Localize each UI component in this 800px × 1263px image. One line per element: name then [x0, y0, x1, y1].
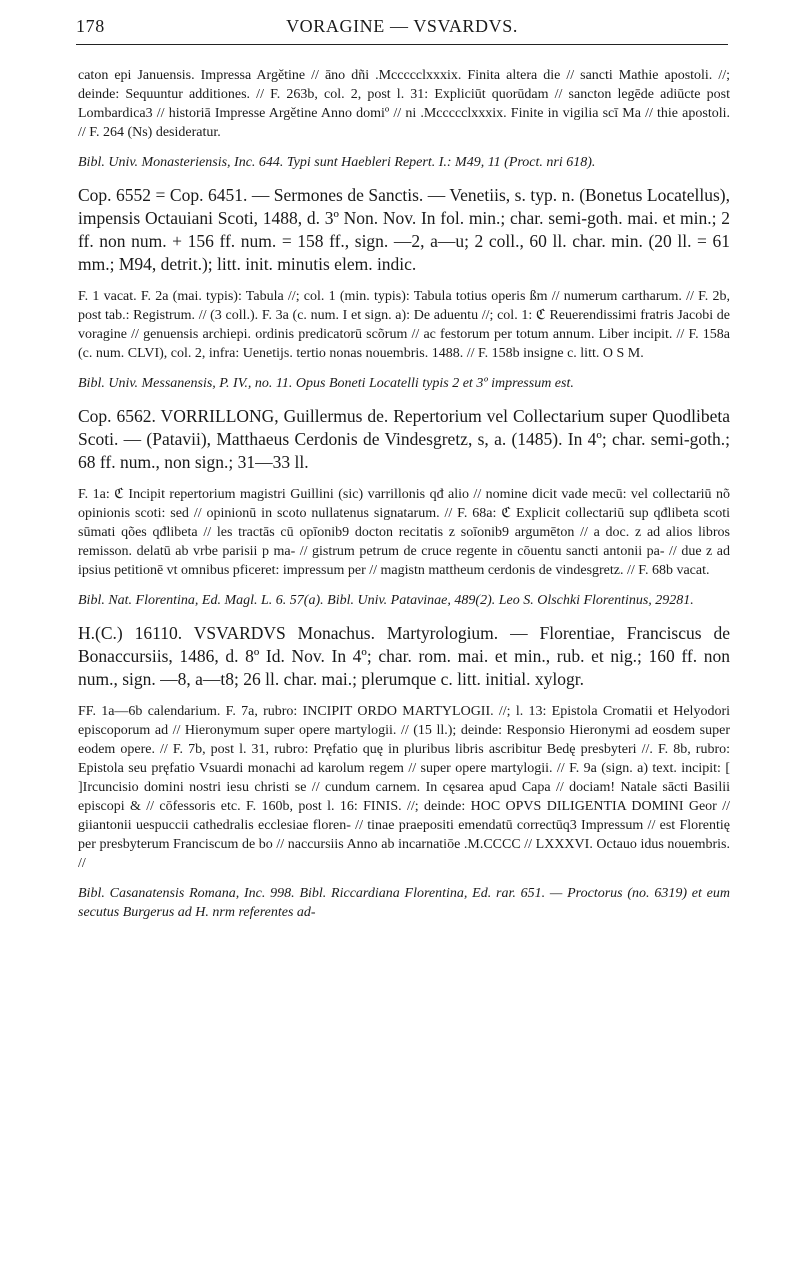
entry-6562-heading: Cop. 6562. VORRILLONG, Guillermus de. Repertorium vel Collectarium super Quodlibeta Scoti. — (Patavii), Matthaeus Cerdonis de Vindesgretz, s, a. (1485). In 4º; char. semi-goth.; 68 ff. num., non sign.; 31—33 ll. — [78, 406, 730, 472]
header-rule — [76, 44, 728, 45]
entry-6552-description: F. 1 vacat. F. 2a (mai. typis): Tabula //; col. 1 (min. typis): Tabula totius operis ßm // numerum cartharum. // F. 2b, post tab.: Registrum. // (3 coll.). F. 3a (c. num. I et sign. a): De aduentu //; col. 1: ℭ Reuerendissimi fratris Jacobi de voragine // genuensis archiepi. ordinis predicatorū scõrum // ac festorum per totum annum. Liber incipit. // F. 158a (c. num. CLVI), col. 2, infra: Uenetijs. tertio nonas nouembris. 1488. // F. 158b insigne c. litt. O S M. — [78, 289, 730, 361]
entry-6552-heading: Cop. 6552 = Cop. 6451. — Sermones de Sanctis. — Venetiis, s. typ. n. (Bonetus Locatellus), impensis Octauiani Scoti, 1488, d. 3º Non. Nov. In fol. min.; char. semi-goth. mai. et min.; 2 ff. non num. + 156 ff. num. = 158 ff., sign. —2, a—u; 2 coll., 60 ll. char. min. (20 ll. = 61 mm.; M94, detrit.); litt. init. minutis elem. indic. — [78, 185, 730, 274]
entry-6562-description: F. 1a: ℭ Incipit repertorium magistri Guillini (sic) varrillonis qđ alio // nomine dicit vade mecū: vel collectariū nõ opinionis scoti: sed // opinionū in scoto nullatenus signatarum. // F. 68a: ℭ Explicit collectariū sup qđlibeta scoti sūmati qões qđlibeta // les tractās cū opīonib9 docton recitatis z soīonib9 argumēton // a doc. z ad alios libros remisson. delatū ab vrbe parisii p ma- // gistrum petrum de cruce regente in cōuentu sancti antonii pa- // due z ad ipsius petitionē vt omnibus pficeret: impressum per // magistn mattheum cerdonis de vindesgretz. // F. 68b vacat. — [78, 487, 730, 578]
entry-16110-description: FF. 1a—6b calendarium. F. 7a, rubro: INCIPIT ORDO MARTYLOGII. //; l. 13: Epistola Cromatii et Helyodori episcoporum ad // Hieronymum super opere martylogii. // (15 ll.); deinde: Responsio Hieronymi ad eosdem super eodem opere. // F. 7b, post l. 31, rubro: Pręfatio quę in pluribus libris ascribitur Bedę presbyteri //. F. 8b, rubro: Epistola seu pręfatio Vsuardi monachi ad karolum regem // super opere martylogii. // F. 9a (sign. a) text. incipit: [ ]Ircuncisio domini nostri iesu christi se // cundum carnem. In cęsarea apud Capa // dociam! Natale sācti Basilii episcopi & // cōfessoris etc. F. 160b, post l. 16: FINIS. //; deinde: HOC OPVS DILIGENTIA DOMINI Geor // giiantonii uespuccii cathedralis ecclesiae floren- // tinae praepositi emendatū correctūq3 Impressum // est Florentię per presbyterum Franciscum de bo // naccursiis Anno ab incarnatiōe .M.CCCC // LXXXVI. Octauo idus nouembris. // — [78, 704, 730, 871]
running-header — [76, 16, 728, 42]
entry-6551-bibliography: Bibl. Univ. Monasteriensis, Inc. 644. Typi sunt Haebleri Repert. I.: M49, 11 (Proct. nri 618). — [78, 155, 596, 170]
running-title: VORAGINE — VSVARDVS. — [286, 16, 518, 36]
page-body — [78, 66, 730, 922]
entry-6562-bibliography: Bibl. Nat. Florentina, Ed. Magl. L. 6. 57(a). Bibl. Univ. Patavinae, 489(2). Leo S. Olschki Florentinus, 29281. — [78, 593, 694, 608]
entry-6552-bibliography: Bibl. Univ. Messanensis, P. IV., no. 11. Opus Boneti Locatelli typis 2 et 3º impressum est. — [78, 376, 574, 391]
page-number: 178 — [76, 16, 105, 36]
entry-16110-bibliography: Bibl. Casanatensis Romana, Inc. 998. Bibl. Riccardiana Florentina, Ed. rar. 651. — Proctorus (no. 6319) et eum secutus Burgerus ad H. nrm referentes ad- — [78, 886, 730, 920]
entry-16110-heading: H.(C.) 16110. VSVARDVS Monachus. Martyrologium. — Florentiae, Franciscus de Bonaccursiis, 1486, d. 8º Id. Nov. In 4º; char. rom. mai. et min., rub. et nig.; 160 ff. non num., sign. —8, a—t8; 26 ll. char. mai.; plerumque c. litt. initial. xylogr. — [78, 623, 730, 689]
entry-6551-continuation: caton epi Januensis. Impressa Argětine // āno dñi .Mccccclxxxix. Finita altera die // sancti Mathie apostoli. //; deinde: Sequuntur additiones. // F. 263b, col. 2, post l. 31: Expliciūt quorūdam // sancton legēde adiūcte post Lombardica3 // historiā Impresse Argětine Anno domiº // ni .Mccccclxxxix. Finite in vigilia scī Ma // thie apostoli. // F. 264 (Ns) desideratur. — [78, 68, 730, 140]
